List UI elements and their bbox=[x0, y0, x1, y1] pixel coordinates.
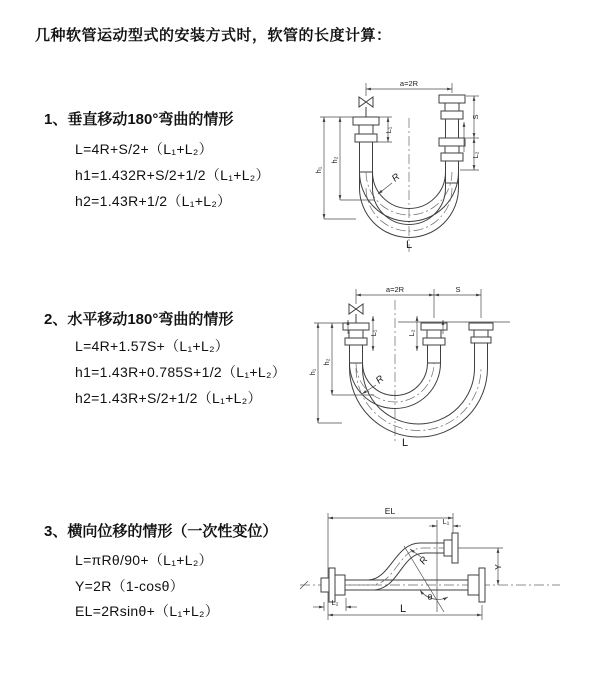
dim-label-h1: h₁ bbox=[314, 166, 323, 174]
braided-hose-section bbox=[350, 345, 363, 363]
diagram-horizontal-u-bend bbox=[310, 280, 595, 460]
radius-label: R bbox=[373, 373, 387, 387]
section-1-heading: 1、垂直移动180°弯曲的情形 bbox=[44, 111, 234, 128]
left-flange bbox=[353, 117, 379, 172]
length-label: L bbox=[405, 239, 413, 251]
section-2-heading: 2、水平移动180°弯曲的情形 bbox=[44, 311, 234, 328]
dim-label-s: S bbox=[471, 114, 480, 120]
radius-label: R bbox=[417, 554, 431, 567]
dim-label-h2: h₂ bbox=[322, 358, 331, 366]
right-flange-moved bbox=[469, 323, 493, 350]
dim-label-s: S bbox=[455, 285, 461, 294]
diagram-vertical-u-bend bbox=[315, 75, 595, 260]
dim-label-h1: h₁ bbox=[308, 368, 317, 376]
braided-hose-section bbox=[360, 142, 373, 172]
dim-label-l2: L₂ bbox=[471, 151, 480, 159]
angle-theta bbox=[404, 546, 448, 612]
length-label: L bbox=[401, 437, 409, 449]
section-1-formula-h2: h2=1.43R+1/2（L₁+L₂） bbox=[75, 193, 232, 209]
valve-icon bbox=[349, 304, 363, 323]
dim-label-l1: L₁ bbox=[384, 126, 393, 134]
left-flange bbox=[321, 568, 345, 602]
braided-hose-section bbox=[428, 345, 441, 363]
angle-label: θ bbox=[427, 592, 433, 602]
dim-label-a2r: a=2R bbox=[399, 79, 419, 88]
hose-curves bbox=[350, 350, 488, 437]
section-1-formula-L: L=4R+S/2+（L₁+L₂） bbox=[75, 141, 213, 157]
length-label: L bbox=[399, 603, 407, 615]
valve-icon bbox=[359, 97, 373, 117]
right-flange-upper bbox=[439, 95, 465, 119]
upper-flange bbox=[444, 533, 458, 563]
dim-label-el: EL bbox=[384, 506, 396, 516]
dim-label-l1: L₁ bbox=[442, 517, 450, 526]
section-3-formula-EL: EL=2Rsinθ+（L₁+L₂） bbox=[75, 603, 220, 619]
dim-label-a2r: a=2R bbox=[385, 285, 405, 294]
s-curve-hose bbox=[345, 543, 444, 590]
section-3-heading: 3、横向位移的情形（一次性变位） bbox=[44, 523, 278, 540]
page-title: 几种软管运动型式的安装方式时，软管的长度计算： bbox=[35, 27, 392, 44]
section-2-formula-h2: h2=1.43R+S/2+1/2（L₁+L₂） bbox=[75, 390, 262, 406]
section-2-formula-L: L=4R+1.57S+（L₁+L₂） bbox=[75, 338, 230, 354]
section-3-formula-L: L=πRθ/90+（L₁+L₂） bbox=[75, 552, 213, 568]
left-flange bbox=[343, 323, 369, 363]
dim-label-l1: L₁ bbox=[369, 329, 378, 337]
dim-label-l2: L₂ bbox=[331, 598, 339, 607]
dim-label-l2: L₂ bbox=[407, 329, 416, 337]
section-1-formula-h1: h1=1.432R+S/2+1/2（L₁+L₂） bbox=[75, 167, 270, 183]
dim-label-h2: h₂ bbox=[330, 156, 339, 164]
radius-label: R bbox=[389, 171, 403, 185]
section-2-formula-h1: h1=1.43R+0.785S+1/2（L₁+L₂） bbox=[75, 364, 286, 380]
section-3-formula-Y: Y=2R（1-cosθ） bbox=[75, 578, 185, 594]
diagram-lateral-displacement bbox=[295, 500, 595, 650]
dim-label-y: Y bbox=[493, 564, 503, 570]
